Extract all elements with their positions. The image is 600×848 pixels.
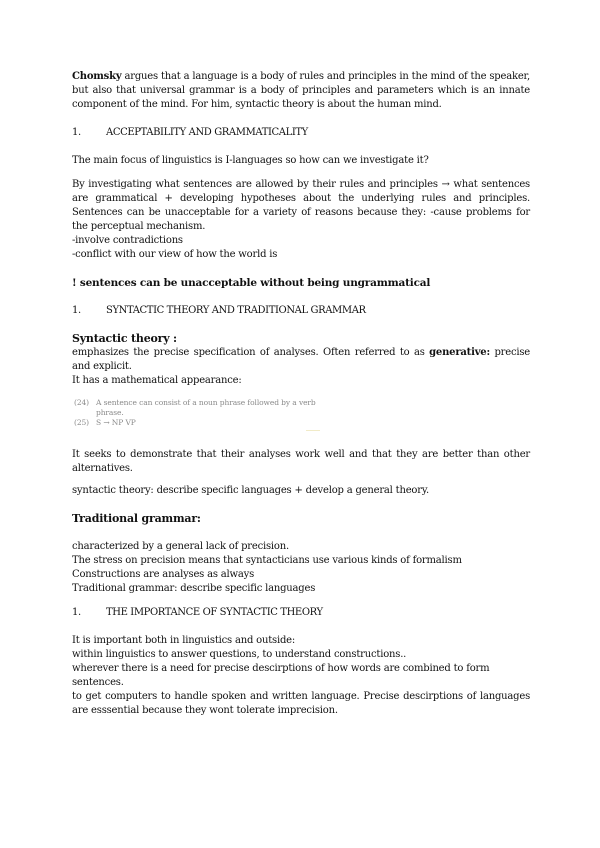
- intro-paragraph: [72, 70, 530, 112]
- traditional-line-3: Constructions are analyses as always: [72, 569, 255, 580]
- section1-title: ACCEPTABILITY AND GRAMMATICALITY: [106, 127, 308, 138]
- example-text-24b: phrase.: [96, 408, 124, 417]
- section1-heading: [72, 126, 530, 140]
- section3-title: THE IMPORTANCE OF SYNTACTIC THEORY: [106, 607, 323, 618]
- section1-bullet-2: -conflict with our view of how the world is: [72, 249, 278, 260]
- example-rule-25: S → NP VP: [96, 418, 136, 427]
- example-number-25: (25): [74, 418, 89, 427]
- section3-number: 1.: [72, 607, 81, 618]
- importance-line-3: wherever there is a need for precise descirptions of how words are combined to form sentences.: [72, 663, 490, 688]
- math-appearance-line: It has a mathematical appearance:: [72, 375, 242, 386]
- section1-number: 1.: [72, 127, 81, 138]
- importance-line-2: within linguistics to answer questions, to understand constructions..: [72, 649, 407, 660]
- traditional-line-2: The stress on precision means that syntacticians use various kinds of formalism: [72, 555, 462, 566]
- example-mark: [306, 422, 320, 431]
- intro-text: argues that a language is a body of rules and principles in the mind of the speaker, but also that universal grammar is a body of principles and parameters which is an innate component of the mind. For him, syntactic theory is about the human mind.: [72, 71, 530, 110]
- example-text-24: A sentence can consist of a noun phrase followed by a verb: [96, 398, 316, 407]
- section1-note: ! sentences can be unacceptable without being ungrammatical: [72, 277, 431, 289]
- section1-question: The main focus of linguistics is I-languages so how can we investigate it?: [72, 155, 429, 166]
- traditional-grammar-label: Traditional grammar:: [72, 512, 201, 525]
- definition-post: precise and explicit.: [72, 347, 531, 372]
- traditional-line-4: Traditional grammar: describe specific languages: [72, 583, 316, 594]
- importance-line-1: It is important both in linguistics and outside:: [72, 635, 296, 646]
- definition-bold: generative:: [429, 347, 490, 358]
- section2-number: 1.: [72, 305, 81, 316]
- document-page: [72, 70, 530, 718]
- syntactic-theory-definition: [72, 346, 530, 374]
- demonstrate-paragraph: It seeks to demonstrate that their analyses work well and that they are better than other alternatives.: [72, 449, 530, 474]
- traditional-line-1: characterized by a general lack of precision.: [72, 541, 289, 552]
- syntactic-theory-summary: syntactic theory: describe specific languages + develop a general theory.: [72, 485, 429, 496]
- definition-pre: emphasizes the precise specification of analyses. Often referred to as: [72, 347, 430, 358]
- example-line-2: [74, 418, 324, 428]
- example-line-1b: [74, 408, 324, 418]
- section3-heading: [72, 606, 530, 620]
- example-line-1: [74, 398, 324, 408]
- section1-bullet-1: -involve contradictions: [72, 235, 183, 246]
- example-number-24: (24): [74, 398, 89, 407]
- section2-title: SYNTACTIC THEORY AND TRADITIONAL GRAMMAR: [106, 305, 366, 316]
- section2-heading: [72, 304, 530, 318]
- intro-bold: Chomsky: [72, 71, 122, 82]
- example-image: [74, 398, 324, 434]
- importance-line-4: to get computers to handle spoken and written language. Precise descirptions of languages are esssential because they wont tolerate imprecision.: [72, 691, 530, 716]
- syntactic-theory-label: Syntactic theory :: [72, 332, 177, 345]
- section1-paragraph: By investigating what sentences are allowed by their rules and principles → what sentences are grammatical + developing hypotheses about the underlying rules and principles. Sentences can be unacceptable for a variety of reasons because they: -cause problems for the perceptual mechanism.: [72, 179, 530, 232]
